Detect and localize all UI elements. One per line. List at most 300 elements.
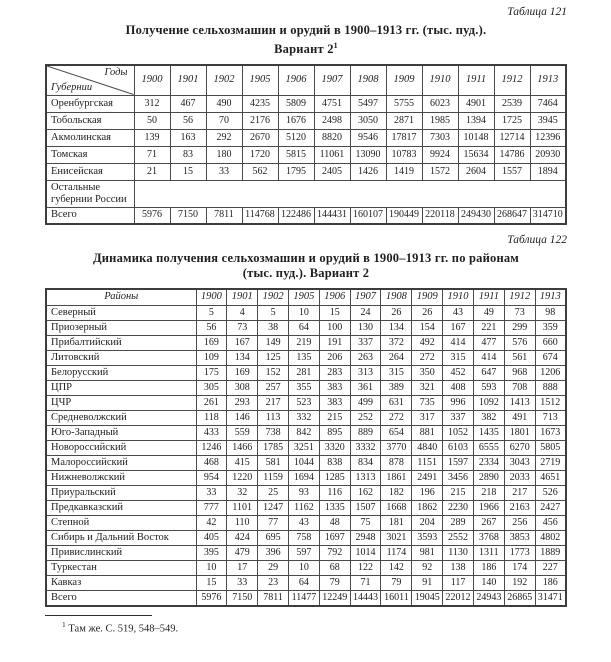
table-row bbox=[46, 470, 566, 485]
data-cell: 414 bbox=[443, 335, 474, 350]
data-cell: 1894 bbox=[530, 163, 566, 180]
data-cell: 499 bbox=[350, 395, 381, 410]
data-cell: 968 bbox=[504, 365, 535, 380]
data-cell: 42 bbox=[196, 515, 227, 530]
data-cell: 49 bbox=[473, 305, 504, 320]
data-cell: 881 bbox=[412, 425, 443, 440]
data-cell: 1159 bbox=[258, 470, 289, 485]
data-cell: 2871 bbox=[386, 112, 422, 129]
year-header-cell: 1905 bbox=[288, 289, 319, 305]
year-header-cell: 1911 bbox=[473, 289, 504, 305]
data-cell: 191 bbox=[319, 335, 350, 350]
data-cell: 26 bbox=[412, 305, 443, 320]
data-cell: 3456 bbox=[443, 470, 474, 485]
data-cell: 2491 bbox=[412, 470, 443, 485]
data-cell: 4901 bbox=[458, 95, 494, 112]
data-cell: 467 bbox=[170, 95, 206, 112]
data-cell: 1673 bbox=[535, 425, 566, 440]
data-cell: 10 bbox=[196, 560, 227, 575]
data-cell: 98 bbox=[535, 305, 566, 320]
data-cell: 7464 bbox=[530, 95, 566, 112]
row-label: Кавказ bbox=[46, 575, 196, 590]
data-cell: 405 bbox=[196, 530, 227, 545]
data-cell: 130 bbox=[350, 320, 381, 335]
data-cell: 5120 bbox=[278, 129, 314, 146]
data-cell: 5 bbox=[196, 305, 227, 320]
corner-provinces-label: Губернии bbox=[51, 81, 93, 93]
data-cell: 14443 bbox=[350, 590, 381, 606]
row-label: Степной bbox=[46, 515, 196, 530]
data-cell: 79 bbox=[381, 575, 412, 590]
data-cell: 163 bbox=[170, 129, 206, 146]
data-cell: 395 bbox=[196, 545, 227, 560]
table-121-caption: Таблица 121 bbox=[507, 6, 567, 18]
data-cell: 289 bbox=[443, 515, 474, 530]
data-cell: 50 bbox=[134, 112, 170, 129]
row-label: Всего bbox=[46, 590, 196, 606]
data-cell: 674 bbox=[535, 350, 566, 365]
data-cell: 19045 bbox=[412, 590, 443, 606]
data-cell: 1801 bbox=[504, 425, 535, 440]
data-cell: 113 bbox=[258, 410, 289, 425]
data-cell: 3320 bbox=[319, 440, 350, 455]
data-cell: 713 bbox=[535, 410, 566, 425]
data-cell: 355 bbox=[288, 380, 319, 395]
table-header-row bbox=[46, 65, 566, 95]
table-122-caption: Таблица 122 bbox=[507, 234, 567, 247]
row-label: Всего bbox=[46, 207, 134, 224]
data-cell: 11477 bbox=[288, 590, 319, 606]
data-cell: 73 bbox=[227, 320, 258, 335]
data-cell: 56 bbox=[170, 112, 206, 129]
data-cell: 140 bbox=[473, 575, 504, 590]
data-cell: 26865 bbox=[504, 590, 535, 606]
row-label: Средневолжский bbox=[46, 410, 196, 425]
data-cell: 272 bbox=[381, 410, 412, 425]
year-header-cell: 1907 bbox=[314, 65, 350, 95]
year-header-cell: 1902 bbox=[258, 289, 289, 305]
data-cell: 1311 bbox=[473, 545, 504, 560]
data-cell: 4651 bbox=[535, 470, 566, 485]
table-row bbox=[46, 320, 566, 335]
data-cell: 2948 bbox=[350, 530, 381, 545]
data-cell: 7811 bbox=[258, 590, 289, 606]
data-cell: 350 bbox=[412, 365, 443, 380]
data-cell: 190449 bbox=[386, 207, 422, 224]
data-cell: 5805 bbox=[535, 440, 566, 455]
data-cell: 312 bbox=[134, 95, 170, 112]
data-cell: 490 bbox=[206, 95, 242, 112]
data-cell: 268647 bbox=[494, 207, 530, 224]
data-cell: 1985 bbox=[422, 112, 458, 129]
data-cell: 1044 bbox=[288, 455, 319, 470]
data-cell: 175 bbox=[196, 365, 227, 380]
data-cell: 981 bbox=[412, 545, 443, 560]
year-header-cell: 1911 bbox=[458, 65, 494, 95]
data-cell: 73 bbox=[504, 305, 535, 320]
data-cell: 215 bbox=[443, 485, 474, 500]
row-label: Прибалтийский bbox=[46, 335, 196, 350]
data-cell: 272 bbox=[412, 350, 443, 365]
data-cell: 597 bbox=[288, 545, 319, 560]
row-label: Остальные губернии России bbox=[46, 180, 134, 207]
data-cell: 167 bbox=[227, 335, 258, 350]
year-header-cell: 1906 bbox=[319, 289, 350, 305]
data-cell: 8820 bbox=[314, 129, 350, 146]
data-cell: 109 bbox=[196, 350, 227, 365]
table-121-title bbox=[45, 23, 567, 57]
data-cell: 264 bbox=[381, 350, 412, 365]
table-121-provinces bbox=[45, 64, 567, 225]
year-header-cell: 1901 bbox=[170, 65, 206, 95]
data-cell: 9924 bbox=[422, 146, 458, 163]
data-cell: 100 bbox=[319, 320, 350, 335]
data-cell: 383 bbox=[319, 395, 350, 410]
data-cell: 64 bbox=[288, 320, 319, 335]
data-cell: 283 bbox=[319, 365, 350, 380]
data-cell: 71 bbox=[134, 146, 170, 163]
data-cell: 647 bbox=[473, 365, 504, 380]
data-cell: 220118 bbox=[422, 207, 458, 224]
data-cell: 3945 bbox=[530, 112, 566, 129]
data-cell: 1162 bbox=[288, 500, 319, 515]
data-cell: 383 bbox=[319, 380, 350, 395]
data-cell: 64 bbox=[288, 575, 319, 590]
districts-header-cell: Районы bbox=[46, 289, 196, 305]
row-label: ЦПР bbox=[46, 380, 196, 395]
data-cell: 3768 bbox=[473, 530, 504, 545]
data-cell: 581 bbox=[258, 455, 289, 470]
data-cell: 372 bbox=[381, 335, 412, 350]
data-cell: 2334 bbox=[473, 455, 504, 470]
data-cell: 257 bbox=[258, 380, 289, 395]
table-row bbox=[46, 207, 566, 224]
data-cell: 6023 bbox=[422, 95, 458, 112]
data-cell: 1285 bbox=[319, 470, 350, 485]
row-label: ЦЧР bbox=[46, 395, 196, 410]
data-cell: 777 bbox=[196, 500, 227, 515]
data-cell: 654 bbox=[381, 425, 412, 440]
data-cell: 3770 bbox=[381, 440, 412, 455]
data-cell: 1466 bbox=[227, 440, 258, 455]
data-cell: 227 bbox=[535, 560, 566, 575]
year-header-cell: 1910 bbox=[422, 65, 458, 95]
data-cell: 576 bbox=[504, 335, 535, 350]
data-cell: 415 bbox=[227, 455, 258, 470]
data-cell: 1246 bbox=[196, 440, 227, 455]
data-cell: 33 bbox=[196, 485, 227, 500]
data-cell: 256 bbox=[504, 515, 535, 530]
row-label: Северный bbox=[46, 305, 196, 320]
data-cell: 7150 bbox=[170, 207, 206, 224]
data-cell: 1092 bbox=[473, 395, 504, 410]
data-cell: 389 bbox=[381, 380, 412, 395]
data-cell: 359 bbox=[535, 320, 566, 335]
data-cell: 526 bbox=[535, 485, 566, 500]
data-cell: 1052 bbox=[443, 425, 474, 440]
data-cell: 1413 bbox=[504, 395, 535, 410]
row-label: Туркестан bbox=[46, 560, 196, 575]
table-row bbox=[46, 485, 566, 500]
data-cell: 305 bbox=[196, 380, 227, 395]
data-cell: 22012 bbox=[443, 590, 474, 606]
data-cell: 315 bbox=[381, 365, 412, 380]
data-cell: 139 bbox=[134, 129, 170, 146]
data-cell: 1394 bbox=[458, 112, 494, 129]
data-cell: 593 bbox=[473, 380, 504, 395]
year-header-cell: 1909 bbox=[386, 65, 422, 95]
data-cell: 2498 bbox=[314, 112, 350, 129]
row-label: Приуральский bbox=[46, 485, 196, 500]
data-cell: 152 bbox=[258, 365, 289, 380]
data-cell: 337 bbox=[443, 410, 474, 425]
data-cell: 21 bbox=[134, 163, 170, 180]
row-label: Акмолинская bbox=[46, 129, 134, 146]
data-cell: 14786 bbox=[494, 146, 530, 163]
data-cell: 9546 bbox=[350, 129, 386, 146]
data-cell: 20930 bbox=[530, 146, 566, 163]
data-cell: 361 bbox=[350, 380, 381, 395]
data-cell: 314710 bbox=[530, 207, 566, 224]
data-cell: 134 bbox=[381, 320, 412, 335]
data-cell: 1697 bbox=[319, 530, 350, 545]
table-row bbox=[46, 305, 566, 320]
data-cell: 122486 bbox=[278, 207, 314, 224]
data-cell: 15 bbox=[319, 305, 350, 320]
data-cell: 91 bbox=[412, 575, 443, 590]
data-cell: 2552 bbox=[443, 530, 474, 545]
table-row bbox=[46, 425, 566, 440]
table-row bbox=[46, 410, 566, 425]
data-cell: 11061 bbox=[314, 146, 350, 163]
year-header-cell: 1913 bbox=[530, 65, 566, 95]
table-row bbox=[46, 530, 566, 545]
data-cell: 1151 bbox=[412, 455, 443, 470]
data-cell: 1014 bbox=[350, 545, 381, 560]
data-cell: 181 bbox=[381, 515, 412, 530]
data-cell: 414 bbox=[473, 350, 504, 365]
data-cell: 1694 bbox=[288, 470, 319, 485]
data-cell: 23 bbox=[258, 575, 289, 590]
data-cell: 4 bbox=[227, 305, 258, 320]
data-cell: 1101 bbox=[227, 500, 258, 515]
data-cell: 337 bbox=[350, 335, 381, 350]
data-cell: 26 bbox=[381, 305, 412, 320]
data-cell: 180 bbox=[206, 146, 242, 163]
data-cell: 174 bbox=[504, 560, 535, 575]
table-row bbox=[46, 335, 566, 350]
table-row bbox=[46, 440, 566, 455]
data-cell: 144431 bbox=[314, 207, 350, 224]
data-cell: 1419 bbox=[386, 163, 422, 180]
data-cell: 217 bbox=[504, 485, 535, 500]
data-cell: 834 bbox=[350, 455, 381, 470]
data-cell: 169 bbox=[227, 365, 258, 380]
data-cell: 12249 bbox=[319, 590, 350, 606]
row-label: Оренбургская bbox=[46, 95, 134, 112]
data-cell: 192 bbox=[504, 575, 535, 590]
data-cell: 456 bbox=[535, 515, 566, 530]
data-cell: 1335 bbox=[319, 500, 350, 515]
row-label: Предкавказский bbox=[46, 500, 196, 515]
table-121-title-line1: Получение сельхозмашин и орудий в 1900–1913 гг. (тыс. пуд.). bbox=[125, 23, 487, 37]
table-122-districts bbox=[45, 288, 567, 607]
data-cell: 5755 bbox=[386, 95, 422, 112]
data-cell: 206 bbox=[319, 350, 350, 365]
year-header-cell: 1901 bbox=[227, 289, 258, 305]
data-cell: 396 bbox=[258, 545, 289, 560]
data-cell: 1512 bbox=[535, 395, 566, 410]
table-row bbox=[46, 590, 566, 606]
data-cell: 2670 bbox=[242, 129, 278, 146]
data-cell: 1313 bbox=[350, 470, 381, 485]
data-cell: 888 bbox=[535, 380, 566, 395]
data-cell: 2890 bbox=[473, 470, 504, 485]
data-cell: 491 bbox=[504, 410, 535, 425]
data-cell: 70 bbox=[206, 112, 242, 129]
data-cell: 315 bbox=[443, 350, 474, 365]
data-cell: 146 bbox=[227, 410, 258, 425]
data-cell: 996 bbox=[443, 395, 474, 410]
data-cell: 142 bbox=[381, 560, 412, 575]
footnote-marker: 1 bbox=[62, 619, 66, 629]
year-header-cell: 1900 bbox=[134, 65, 170, 95]
data-cell: 332 bbox=[288, 410, 319, 425]
data-cell: 267 bbox=[473, 515, 504, 530]
data-cell: 313 bbox=[350, 365, 381, 380]
data-cell: 433 bbox=[196, 425, 227, 440]
row-label: Енисейская bbox=[46, 163, 134, 180]
year-header-cell: 1913 bbox=[535, 289, 566, 305]
data-cell: 196 bbox=[412, 485, 443, 500]
data-cell: 308 bbox=[227, 380, 258, 395]
table-122-title bbox=[45, 251, 567, 281]
table-row bbox=[46, 545, 566, 560]
year-header-cell: 1908 bbox=[381, 289, 412, 305]
table-header-row bbox=[46, 289, 566, 305]
table-row bbox=[46, 500, 566, 515]
data-cell: 162 bbox=[350, 485, 381, 500]
data-cell: 1773 bbox=[504, 545, 535, 560]
data-cell: 2604 bbox=[458, 163, 494, 180]
data-cell: 32 bbox=[227, 485, 258, 500]
data-cell: 182 bbox=[381, 485, 412, 500]
footnote-text: Там же. С. 519, 548–549. bbox=[68, 623, 179, 635]
row-label: Тобольская bbox=[46, 112, 134, 129]
table-121-title-line2: Вариант 2 bbox=[274, 42, 334, 57]
data-cell: 43 bbox=[443, 305, 474, 320]
data-cell: 1889 bbox=[535, 545, 566, 560]
data-cell: 167 bbox=[443, 320, 474, 335]
data-cell: 281 bbox=[288, 365, 319, 380]
data-cell: 842 bbox=[288, 425, 319, 440]
data-cell: 217 bbox=[258, 395, 289, 410]
table-row bbox=[46, 395, 566, 410]
data-cell: 321 bbox=[412, 380, 443, 395]
data-cell: 477 bbox=[473, 335, 504, 350]
data-cell: 218 bbox=[473, 485, 504, 500]
data-cell: 154 bbox=[412, 320, 443, 335]
data-cell: 1174 bbox=[381, 545, 412, 560]
data-cell: 15634 bbox=[458, 146, 494, 163]
row-label: Малороссийский bbox=[46, 455, 196, 470]
data-cell: 263 bbox=[350, 350, 381, 365]
table-row bbox=[46, 146, 566, 163]
data-cell: 1426 bbox=[350, 163, 386, 180]
row-label: Новороссийский bbox=[46, 440, 196, 455]
year-header-cell: 1902 bbox=[206, 65, 242, 95]
row-label: Юго-Западный bbox=[46, 425, 196, 440]
data-cell: 561 bbox=[504, 350, 535, 365]
table-row bbox=[46, 365, 566, 380]
data-cell: 1572 bbox=[422, 163, 458, 180]
data-cell: 292 bbox=[206, 129, 242, 146]
data-cell: 215 bbox=[319, 410, 350, 425]
data-cell: 33 bbox=[227, 575, 258, 590]
data-cell: 2427 bbox=[535, 500, 566, 515]
data-cell: 10783 bbox=[386, 146, 422, 163]
year-header-cell: 1907 bbox=[350, 289, 381, 305]
data-cell: 559 bbox=[227, 425, 258, 440]
data-cell: 889 bbox=[350, 425, 381, 440]
corner-cell bbox=[46, 65, 134, 95]
data-cell: 468 bbox=[196, 455, 227, 470]
data-cell: 186 bbox=[473, 560, 504, 575]
data-cell: 71 bbox=[350, 575, 381, 590]
data-cell: 252 bbox=[350, 410, 381, 425]
table-row bbox=[46, 163, 566, 180]
data-cell: 1507 bbox=[350, 500, 381, 515]
row-label: Белорусский bbox=[46, 365, 196, 380]
data-cell: 631 bbox=[381, 395, 412, 410]
data-cell: 5809 bbox=[278, 95, 314, 112]
data-cell: 135 bbox=[288, 350, 319, 365]
data-cell: 293 bbox=[227, 395, 258, 410]
data-cell: 1130 bbox=[443, 545, 474, 560]
data-cell: 12714 bbox=[494, 129, 530, 146]
data-cell: 93 bbox=[288, 485, 319, 500]
data-cell: 708 bbox=[504, 380, 535, 395]
data-cell: 114768 bbox=[242, 207, 278, 224]
data-cell: 6103 bbox=[443, 440, 474, 455]
data-cell: 1557 bbox=[494, 163, 530, 180]
row-label: Сибирь и Дальний Восток bbox=[46, 530, 196, 545]
data-cell: 4235 bbox=[242, 95, 278, 112]
data-cell: 758 bbox=[288, 530, 319, 545]
data-cell: 118 bbox=[196, 410, 227, 425]
data-cell: 33 bbox=[206, 163, 242, 180]
data-cell: 1435 bbox=[473, 425, 504, 440]
data-cell: 204 bbox=[412, 515, 443, 530]
table-row bbox=[46, 95, 566, 112]
data-cell: 1795 bbox=[278, 163, 314, 180]
data-cell: 2033 bbox=[504, 470, 535, 485]
data-cell: 1668 bbox=[381, 500, 412, 515]
data-cell: 221 bbox=[473, 320, 504, 335]
table-row bbox=[46, 112, 566, 129]
data-cell: 68 bbox=[319, 560, 350, 575]
row-label: Приозерный bbox=[46, 320, 196, 335]
data-cell: 10 bbox=[288, 560, 319, 575]
data-cell: 424 bbox=[227, 530, 258, 545]
data-cell: 1785 bbox=[258, 440, 289, 455]
data-cell: 1220 bbox=[227, 470, 258, 485]
data-cell: 1725 bbox=[494, 112, 530, 129]
year-header-cell: 1900 bbox=[196, 289, 227, 305]
data-cell: 13090 bbox=[350, 146, 386, 163]
data-cell: 110 bbox=[227, 515, 258, 530]
data-cell: 1861 bbox=[381, 470, 412, 485]
